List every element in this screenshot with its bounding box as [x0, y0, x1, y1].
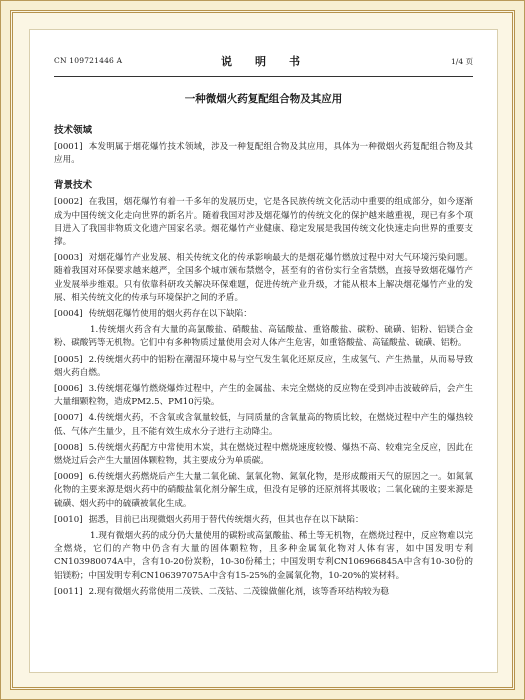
paragraph-text: 1.传统烟火药含有大量的高氯酸盐、硝酸盐、高锰酸盐、重铬酸盐、碳粉、硫磺、铝粉、铝镁合金粉、碳酸钙等无机物。它们中有多种物质过量使用会对人体产生危害，如重铬酸盐、高锰酸盐、硫磺、铝粉。: [54, 325, 473, 349]
page-header: [54, 52, 473, 74]
paragraph: [54, 442, 473, 468]
document-body: [54, 122, 473, 599]
paragraph-text: 本发明属于烟花爆竹技术领域，涉及一种复配组合物及其应用，具体为一种微烟火药复配组合物及其应用。: [54, 142, 473, 166]
document-title: 一种微烟火药复配组合物及其应用: [184, 93, 343, 105]
paragraph-text: 2.现有微烟火药常使用二茂铁、二茂钴、二茂镍做催化剂，该等香环结构较为稳: [88, 586, 389, 597]
paragraph-number: [0002]: [54, 197, 83, 208]
document-page: [29, 29, 498, 673]
paragraph: [54, 383, 473, 409]
paragraph-number: [0001]: [54, 142, 83, 152]
paragraph-text: 据悉，目前已出现微烟火药用于替代传统烟火药，但其也存在以下缺陷：: [88, 514, 364, 525]
paragraph-text: 5.传统烟火药配方中常使用木炭，其在燃烧过程中燃烧速度较慢、爆热不高、较难完全反应，因此在燃烧过后会产生大量固体颗粒物，其主要成分为单质碳。: [54, 442, 473, 467]
paragraph-text: 传统烟花爆竹使用的烟火药存在以下缺陷：: [88, 309, 252, 320]
paragraph: [54, 252, 473, 305]
paragraph-number: [0008]: [54, 442, 83, 453]
paragraph-text: 3.传统烟花爆竹燃烧爆炸过程中，产生的金属盐、未完全燃烧的反应物在受到冲击波破碎后，会产生大量细颗粒物，造成PM2.5、PM10污染。: [54, 384, 473, 408]
paragraph-number: [0003]: [54, 253, 83, 264]
page-number: 1/4 页: [451, 57, 473, 66]
paragraph: [54, 141, 473, 167]
paragraph-number: [0006]: [54, 384, 83, 395]
paragraph-number: [0009]: [54, 472, 83, 483]
paragraph: [54, 514, 473, 527]
paragraph-number: [0010]: [54, 514, 83, 525]
paragraph-text: 4.传统烟火药，不含氧或含氧量较低，与同质量的含氧量高的物质比较，在燃烧过程中产生的爆热较低、气体产生量少，且不能有效生成水分子进行主动降尘。: [54, 413, 473, 437]
paragraph: [54, 471, 473, 511]
paragraph: [54, 308, 473, 321]
header-rule: [54, 76, 473, 77]
paragraph: [54, 196, 473, 249]
paragraph-number: [0004]: [54, 309, 83, 320]
paragraph-number: [0005]: [54, 354, 83, 365]
paragraph: [54, 412, 473, 438]
section-heading: 背景技术: [54, 180, 93, 192]
paragraph-number: [0007]: [54, 413, 83, 424]
paragraph: [54, 324, 473, 350]
paragraph-text: 1.现有微烟火药的成分仍大量使用的碳粉或高氯酸盐、稀土等无机物，在燃烧过程中，反应物难以完全燃烧，它们的产物中仍含有大量的固体颗粒物，且多种金属氧化物对人体有害，如中国发明专利CN103980074A中，含有10-20份炭粉，10-30份稀土；中国发明专利CN106966845A中含有10-30份的铝镁粉；中国发明专利CN106397075A中含有15-25%的金属氧化物，10-20%的炭材料。: [54, 531, 473, 581]
paragraph-text: 对烟花爆竹产业发展、相关传统文化的传承影响最大的是烟花爆竹燃放过程中对大气环境污染问题。随着我国对环保要求越来越严，全国多个城市颁布禁燃令，甚至有的省份实行全省禁燃，直接导致烟花爆竹产业发展举步维艰。只有依靠科研攻关解决环保难题，促进传统产业升级，才能从根本上解决烟花爆竹产业的发展、相关传统文化的传承与环境保护之间的矛盾。: [54, 253, 473, 303]
paragraph-number: [0011]: [54, 586, 83, 597]
document-type: 说 明 书: [221, 55, 306, 68]
paragraph-text: 在我国，烟花爆竹有着一千多年的发展历史，它是各民族传统文化活动中重要的组成部分，如今逐渐成为中国传统文化走向世界的新名片。随着我国对涉及烟花爆竹的传统文化的保护越来越重视，现已有多个项目进入了我国非物质文化遗产国家名录。烟花爆竹产业健康、稳定发展是我国传统文化快速走向世界的重要支撑。: [54, 197, 473, 248]
paragraph-text: 2.传统烟火药中的铝粉在潮湿环境中易与空气发生氧化还原反应，生成氢气、产生热量，从而易导致烟火药自燃。: [54, 354, 473, 378]
paragraph: [54, 354, 473, 380]
paragraph: [54, 530, 473, 583]
section-heading: 技术领域: [54, 125, 93, 136]
paragraph: [54, 586, 473, 599]
patent-number: CN 109721446 A: [54, 56, 123, 65]
paragraph-text: 6.传统烟火药燃烧后产生大量二氧化硫、氯氧化物、氮氧化物，是形成酸雨天气的原因之一。如氮氧化物的主要来源是烟火药中的硝酸盐氧化剂分解生成，但没有足够的还原剂将其吸收；二氧化硫的主要来源是硫磺、烟火药中的硫磺被氧化生成。: [54, 472, 473, 509]
